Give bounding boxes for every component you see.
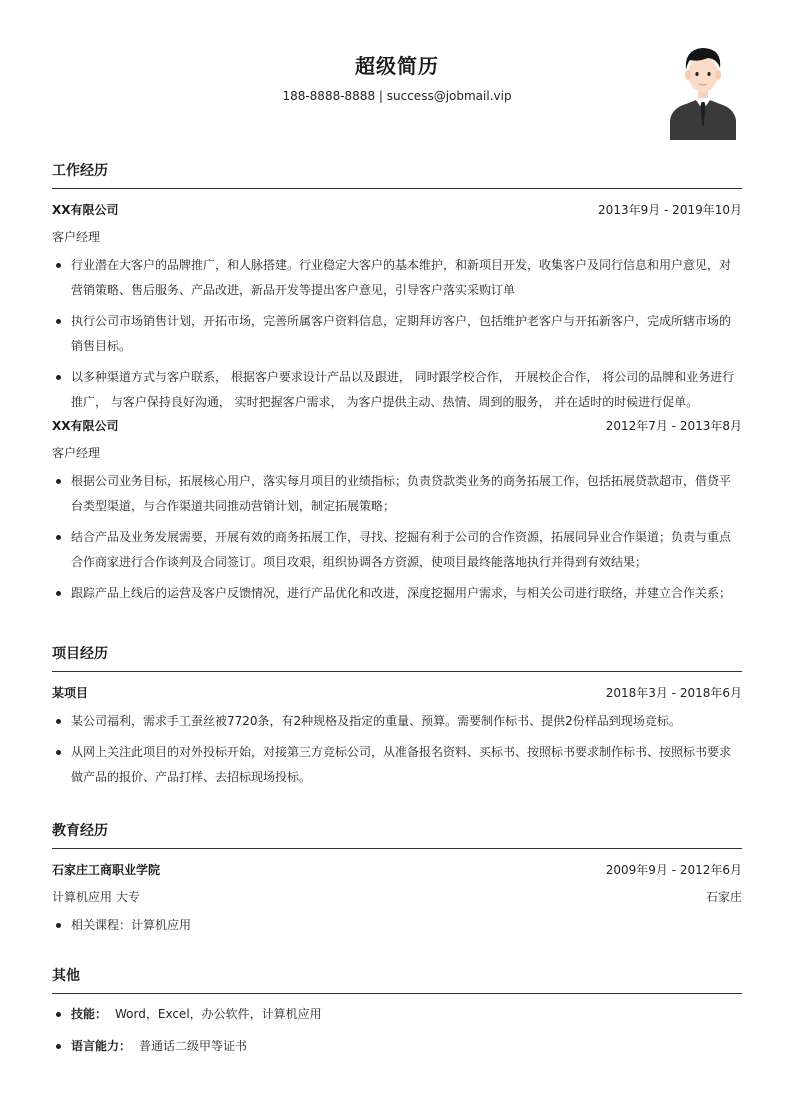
work-entry-header bbox=[52, 417, 742, 434]
skill-key: 技能： bbox=[71, 1007, 108, 1021]
list-item: 结合产品及业务发展需要，开展有效的商务拓展工作，寻找、挖掘有利于公司的合作资源，拓展同异业合作渠道；负责与重点合作商家进行合作谈判及合同签订。项目攻艰，组织协调各方资源，使项目最终能落地执行并得到有效结果； bbox=[52, 525, 742, 575]
education-section bbox=[52, 820, 742, 938]
date-range: 2013年9月 - 2019年10月 bbox=[598, 203, 742, 217]
job-title: 客户经理 bbox=[52, 230, 101, 244]
education-detail bbox=[52, 888, 742, 905]
work-entry bbox=[52, 201, 742, 415]
list-item: 以多种渠道方式与客户联系， 根据客户要求设计产品以及跟进， 同时跟学校合作， 开展校企合作， 将公司的品牌和业务进行推广， 与客户保持良好沟通， 实时把握客户需求， 为客户提供主动、热情、周到的服务， 并在适时的时候进行促单。 bbox=[52, 365, 742, 415]
language-key: 语言能力： bbox=[71, 1039, 132, 1053]
list-item bbox=[52, 1034, 742, 1059]
contact-info: 188-8888-8888 | success@jobmail.vip bbox=[282, 89, 512, 103]
section-title-education: 教育经历 bbox=[52, 820, 742, 849]
list-item: 行业潜在大客户的品牌推广，和人脉搭建。行业稳定大客户的基本维护，和新项目开发，收集客户及同行信息和用户意见，对营销策略、售后服务、产品改进，新品开发等提出客户意见，引导客户落实采购订单 bbox=[52, 253, 742, 303]
language-value: 普通话二级甲等证书 bbox=[139, 1039, 248, 1053]
other-list bbox=[52, 1002, 742, 1059]
duty-list bbox=[52, 469, 742, 606]
list-item bbox=[52, 1002, 742, 1027]
education-entry-header bbox=[52, 861, 742, 878]
date-range: 2018年3月 - 2018年6月 bbox=[605, 686, 742, 700]
job-title: 客户经理 bbox=[52, 446, 101, 460]
section-title-other: 其他 bbox=[52, 965, 742, 994]
work-entry-header bbox=[52, 201, 742, 218]
date-range: 2012年7月 - 2013年8月 bbox=[605, 419, 742, 433]
duty-list bbox=[52, 253, 742, 415]
work-experience-section bbox=[52, 160, 742, 606]
course-list bbox=[52, 913, 742, 938]
work-entry bbox=[52, 417, 742, 606]
list-item: 相关课程：计算机应用 bbox=[52, 913, 742, 938]
section-title-work: 工作经历 bbox=[52, 160, 742, 189]
skill-value: Word，Excel，办公软件，计算机应用 bbox=[115, 1007, 322, 1021]
other-section bbox=[52, 965, 742, 1059]
project-entry-header bbox=[52, 684, 742, 701]
avatar-photo bbox=[668, 44, 738, 140]
major-degree: 计算机应用 大专 bbox=[52, 890, 140, 904]
project-experience-section bbox=[52, 643, 742, 790]
list-item: 从网上关注此项目的对外投标开始，对接第三方竞标公司，从准备报名资料、买标书、按照标书要求制作标书、按照标书要求做产品的报价、产品打样、去招标现场投标。 bbox=[52, 740, 742, 790]
project-list bbox=[52, 709, 742, 790]
list-item: 根据公司业务目标，拓展核心用户，落实每月项目的业绩指标；负责贷款类业务的商务拓展工作，包括拓展贷款超市，借贷平台类型渠道，与合作渠道共同推动营销计划，制定拓展策略； bbox=[52, 469, 742, 519]
list-item: 执行公司市场销售计划，开拓市场，完善所属客户资料信息，定期拜访客户，包括维护老客户与开拓新客户，完成所辖市场的销售目标。 bbox=[52, 309, 742, 359]
candidate-name: 超级简历 bbox=[355, 54, 439, 78]
company-name: XX有限公司 bbox=[52, 419, 119, 433]
school-name: 石家庄工商职业学院 bbox=[52, 863, 161, 877]
project-name: 某项目 bbox=[52, 686, 89, 700]
resume-header bbox=[52, 0, 742, 150]
list-item: 某公司福利，需求手工蚕丝被7720条，有2种规格及指定的重量、预算。需要制作标书、提供2份样品到现场竞标。 bbox=[52, 709, 742, 734]
list-item: 跟踪产品上线后的运营及客户反馈情况，进行产品优化和改进，深度挖掘用户需求，与相关公司进行联络，并建立合作关系； bbox=[52, 581, 742, 606]
section-title-project: 项目经历 bbox=[52, 643, 742, 672]
school-location: 石家庄 bbox=[705, 890, 742, 904]
date-range: 2009年9月 - 2012年6月 bbox=[605, 863, 742, 877]
company-name: XX有限公司 bbox=[52, 203, 119, 217]
